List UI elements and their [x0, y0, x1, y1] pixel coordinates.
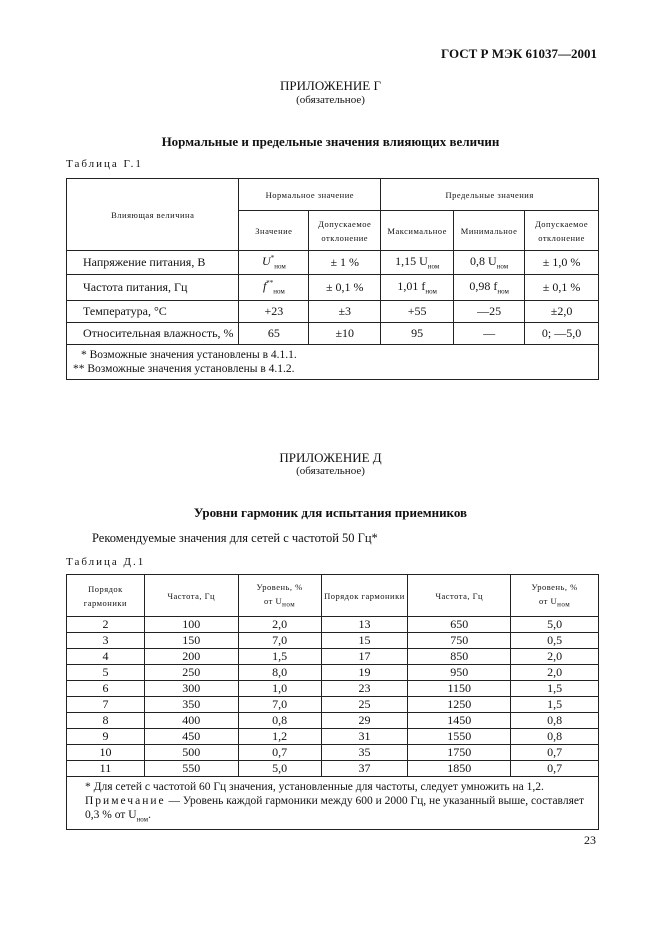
table-d1-note: Примечание — Уровень каждой гармоники между 600 и 2000 Гц, не указанный выше, составляет 0,3 % от $U_{ном}$.: [85, 795, 584, 824]
table-cell: 2,0: [238, 617, 321, 633]
col-level-2: Уровень, % от $U_{ном}$: [511, 575, 599, 617]
table-d1-label: Таблица Д.1: [66, 556, 146, 568]
table-cell: 5,0: [511, 617, 599, 633]
table-row: [67, 729, 599, 745]
table-cell: 7,0: [238, 697, 321, 713]
table-cell: 850: [408, 649, 511, 665]
table-row: Напряжение питания, В $U^*_{ном}$ ± 1 % 1,15 $U_{ном}$ 0,8 $U_{ном}$ ± 1,0 %: [67, 251, 599, 275]
table-cell: 0,8: [511, 729, 599, 745]
table-row: [67, 681, 599, 697]
table-cell: 450: [144, 729, 238, 745]
table-row: Относительная влажность, % 65 ±10 95 — 0; —5,0: [67, 323, 599, 345]
table-cell: 200: [144, 649, 238, 665]
table-cell: 0,7: [511, 745, 599, 761]
table-cell: 400: [144, 713, 238, 729]
table-cell: 300: [144, 681, 238, 697]
appendix-d-title: ПРИЛОЖЕНИЕ Д: [279, 450, 382, 465]
table-row: [67, 697, 599, 713]
table-row: [67, 649, 599, 665]
table-cell: 1550: [408, 729, 511, 745]
table-cell: 13: [321, 617, 408, 633]
table-cell: 11: [67, 761, 145, 777]
table-cell: 1,5: [511, 681, 599, 697]
appendix-g-heading: Нормальные и предельные значения влияющих величин: [161, 134, 500, 149]
appendix-d-intro: Рекомендуемые значения для сетей с частотой 50 Гц*: [92, 531, 378, 545]
table-cell: 1850: [408, 761, 511, 777]
table-cell: 5,0: [238, 761, 321, 777]
table-cell: 6: [67, 681, 145, 697]
group-normal-value: Нормальное значение: [239, 179, 381, 211]
table-cell: 150: [144, 633, 238, 649]
table-cell: 550: [144, 761, 238, 777]
table-cell: 1750: [408, 745, 511, 761]
table-cell: 2: [67, 617, 145, 633]
table-cell: 0,7: [238, 745, 321, 761]
appendix-d-status: (обязательное): [296, 465, 365, 477]
table-cell: 750: [408, 633, 511, 649]
table-row: [67, 761, 599, 777]
col-maximum: Максимальное: [381, 211, 454, 251]
table-cell: 23: [321, 681, 408, 697]
table-cell: 100: [144, 617, 238, 633]
table-cell: 0,7: [511, 761, 599, 777]
col-minimum: Минимальное: [454, 211, 525, 251]
document-standard-number: ГОСТ Р МЭК 61037—2001: [441, 46, 597, 61]
col-frequency-2: Частота, Гц: [408, 575, 511, 617]
table-cell: 15: [321, 633, 408, 649]
table-cell: 1150: [408, 681, 511, 697]
table-row: [67, 633, 599, 649]
table-cell: 7: [67, 697, 145, 713]
table-cell: 37: [321, 761, 408, 777]
table-cell: 500: [144, 745, 238, 761]
col-frequency: Частота, Гц: [144, 575, 238, 617]
table-cell: 10: [67, 745, 145, 761]
col-tolerance-limit: Допускаемое отклонение: [525, 211, 599, 251]
group-limit-values: Предельные значения: [381, 179, 599, 211]
table-d1-notes: * Для сетей с частотой 60 Гц значения, установленные для частоты, следует умножить на 1,2. Примечание — Уровень каждой гармоники между 600 и 2000 Гц, не указанный выше, составляет 0,3 % от $U_{ном}$.: [67, 777, 599, 830]
table-cell: 8,0: [238, 665, 321, 681]
table-cell: 3: [67, 633, 145, 649]
table-cell: 35: [321, 745, 408, 761]
col-influencing-quantity: Влияющая величина: [67, 179, 239, 251]
table-cell: 4: [67, 649, 145, 665]
col-level: Уровень, % от $U_{ном}$: [238, 575, 321, 617]
appendix-d-heading: Уровни гармоник для испытания приемников: [193, 505, 468, 520]
table-row: Частота питания, Гц $f^{**}_{ном}$ ± 0,1 % 1,01 $f_{ном}$ 0,98 $f_{ном}$ ± 0,1 %: [67, 275, 599, 301]
table-cell: 1250: [408, 697, 511, 713]
table-row: [67, 665, 599, 681]
table-cell: 1,5: [511, 697, 599, 713]
table-g1-label: Таблица Г.1: [66, 158, 143, 170]
table-cell: 250: [144, 665, 238, 681]
col-tolerance: Допускаемое отклонение: [309, 211, 381, 251]
table-cell: 1,2: [238, 729, 321, 745]
col-value: Значение: [239, 211, 309, 251]
table-cell: 0,8: [238, 713, 321, 729]
table-d1: [66, 574, 599, 830]
table-cell: 5: [67, 665, 145, 681]
table-cell: 9: [67, 729, 145, 745]
table-row: [67, 745, 599, 761]
appendix-g-title: ПРИЛОЖЕНИЕ Г: [280, 78, 381, 93]
table-cell: 1,5: [238, 649, 321, 665]
table-cell: 17: [321, 649, 408, 665]
col-order: Порядок гармоники: [67, 575, 145, 617]
page-number: 23: [584, 833, 596, 847]
table-cell: 950: [408, 665, 511, 681]
table-row: [67, 713, 599, 729]
table-cell: 1,0: [238, 681, 321, 697]
table-cell: 19: [321, 665, 408, 681]
table-cell: 29: [321, 713, 408, 729]
table-cell: 2,0: [511, 665, 599, 681]
table-cell: 0,8: [511, 713, 599, 729]
table-cell: 25: [321, 697, 408, 713]
table-cell: 350: [144, 697, 238, 713]
table-cell: 31: [321, 729, 408, 745]
table-cell: 650: [408, 617, 511, 633]
table-row: [67, 617, 599, 633]
table-cell: 2,0: [511, 649, 599, 665]
table-row: Температура, °С +23 ±3 +55 —25 ±2,0: [67, 301, 599, 323]
appendix-g-status: (обязательное): [296, 94, 365, 106]
table-cell: 0,5: [511, 633, 599, 649]
table-g1: [66, 178, 599, 380]
table-g1-footnotes: * Возможные значения установлены в 4.1.1. ** Возможные значения установлены в 4.1.2.: [67, 345, 599, 380]
table-cell: 8: [67, 713, 145, 729]
table-cell: 7,0: [238, 633, 321, 649]
table-cell: 1450: [408, 713, 511, 729]
col-order-2: Порядок гармоники: [321, 575, 408, 617]
